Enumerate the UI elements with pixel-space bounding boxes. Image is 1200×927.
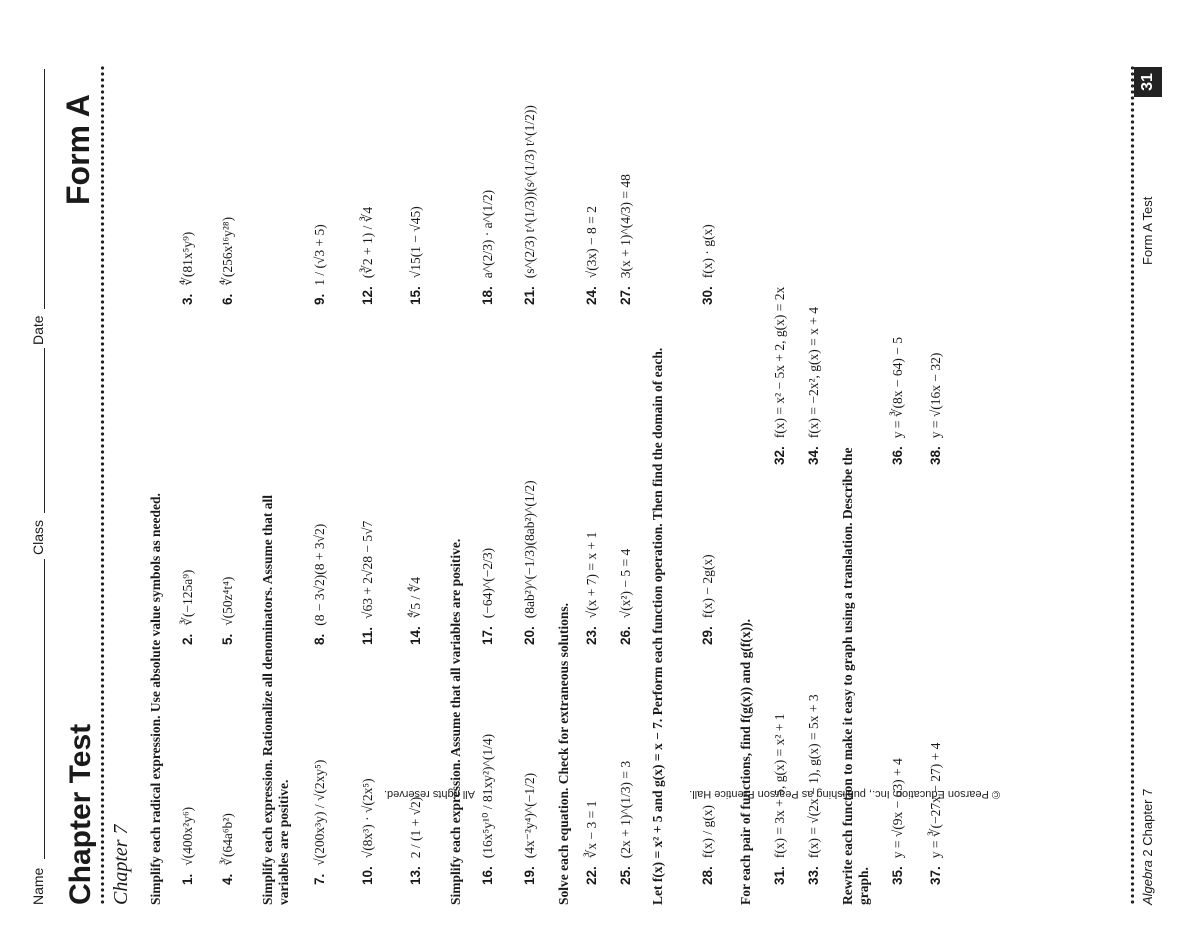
problem-32: 32.f(x) = x² − 5x + 2, g(x) = 2x [772,286,787,465]
date-field[interactable] [44,69,45,309]
problem-36: 36.y = ∛(8x − 64) − 5 [890,337,905,465]
name-field[interactable] [44,559,45,859]
name-label: Name [30,867,46,905]
problem-31: 31.f(x) = 3x + 5, g(x) = x² + 1 [772,713,787,885]
section-6-instruction: For each pair of functions, find f(g(x)) and g(f(x)). [738,619,753,905]
problem-26: 26.√(x²) − 5 = 4 [618,548,633,645]
problem-38: 38.y = √(16x − 32) [928,352,943,465]
problem-10: 10.√(8x³) · √(2x⁵) [360,778,375,885]
problem-30: 30.f(x) · g(x) [700,224,715,305]
problem-27: 27.3(x + 1)^(4/3) = 48 [618,174,633,305]
problem-21: 21.(s^(2/3) t^(1/3))(s^(1/3) t^(1/2)) [522,105,537,305]
page-title: Chapter Test [64,723,97,905]
problem-35: 35.y = √(9x − 63) + 4 [890,758,905,885]
section-3-instruction: Simplify each expression. Assume that all variables are positive. [448,538,463,905]
footer-form: Form A Test [1140,196,1155,265]
section-5-instruction: Let f(x) = x² + 5 and g(x) = x − 7. Perform each function operation. Then find the domain of each. [650,347,665,905]
problem-3: 3.∜(81x⁵y⁹) [180,231,195,305]
test-page [30,25,1170,905]
date-label: Date [30,315,46,345]
problem-22: 22.∛x − 3 = 1 [584,800,599,885]
problem-25: 25.(2x + 1)^(1/3) = 3 [618,760,633,885]
problem-15: 15.√15(1 − √45) [408,206,423,305]
problem-19: 19.(4x⁻²y⁴)^(−1/2) [522,772,537,885]
section-4-instruction: Solve each equation. Check for extraneous solutions. [556,602,571,905]
problem-4: 4.∛(64a⁶b²) [220,813,235,885]
footer-divider [1130,65,1135,905]
problem-11: 11.√63 + 2√28 − 5√7 [360,520,375,645]
problem-12: 12.(∛2 + 1) / ∛4 [360,206,375,305]
chapter-subtitle: Chapter 7 [110,824,132,905]
problem-2: 2.∛(−125a⁹) [180,569,195,645]
problem-34: 34.f(x) = −2x², g(x) = x + 4 [806,306,821,465]
class-label: Class [30,519,46,555]
problem-8: 8.(8 − 3√2)(8 + 3√2) [312,523,327,645]
rights-notice: All rights reserved. [383,788,475,800]
problem-9: 9.1 / (√3 + 5) [312,224,327,305]
problem-29: 29.f(x) − 2g(x) [700,554,715,645]
section-2-instruction: Simplify each expression. Rationalize all denominators. Assume that all variables are positive. [260,494,291,905]
problem-37: 37.y = ∛(−27x − 27) + 4 [928,742,943,885]
form-label: Form A [60,94,96,205]
problem-33: 33.f(x) = √(2x − 1), g(x) = 5x + 3 [806,694,821,885]
problem-6: 6.∜(256x¹⁶y²⁸) [220,216,235,305]
problem-20: 20.(8ab²)^(−1/3)(8ab²)^(1/2) [522,480,537,645]
problem-5: 5.√(50z⁴t⁴) [220,576,235,645]
title-divider [100,65,105,905]
problem-13: 13.2 / (1 + √2) [408,796,423,885]
page-number: 31 [1134,67,1162,97]
problem-23: 23.√(x + 7) = x + 1 [584,531,599,645]
section-1-instruction: Simplify each radical expression. Use absolute value symbols as needed. [148,493,163,905]
problem-18: 18.a^(2/3) · a^(1/2) [480,189,495,305]
section-7-instruction: Rewrite each function to make it easy to graph using a translation. Describe the graph. [840,447,871,905]
footer-book: Algebra 2 Chapter 7 [1140,788,1155,905]
problem-14: 14.∜5 / ∜4 [408,577,423,645]
problem-7: 7.√(200x³y) / √(2xy⁵) [312,759,327,885]
problem-24: 24.√(3x) − 8 = 2 [584,206,599,305]
class-field[interactable] [44,348,45,513]
problem-16: 16.(16x⁵y¹⁰ / 81xy²)^(1/4) [480,733,495,885]
problem-1: 1.√(400x²y⁶) [180,806,195,885]
problem-28: 28.f(x) / g(x) [700,804,715,885]
copyright-notice: © Pearson Education, Inc., publishing as Pearson Prentice Hall. [689,788,1000,800]
problem-17: 17.(−64)^(−2/3) [480,547,495,645]
